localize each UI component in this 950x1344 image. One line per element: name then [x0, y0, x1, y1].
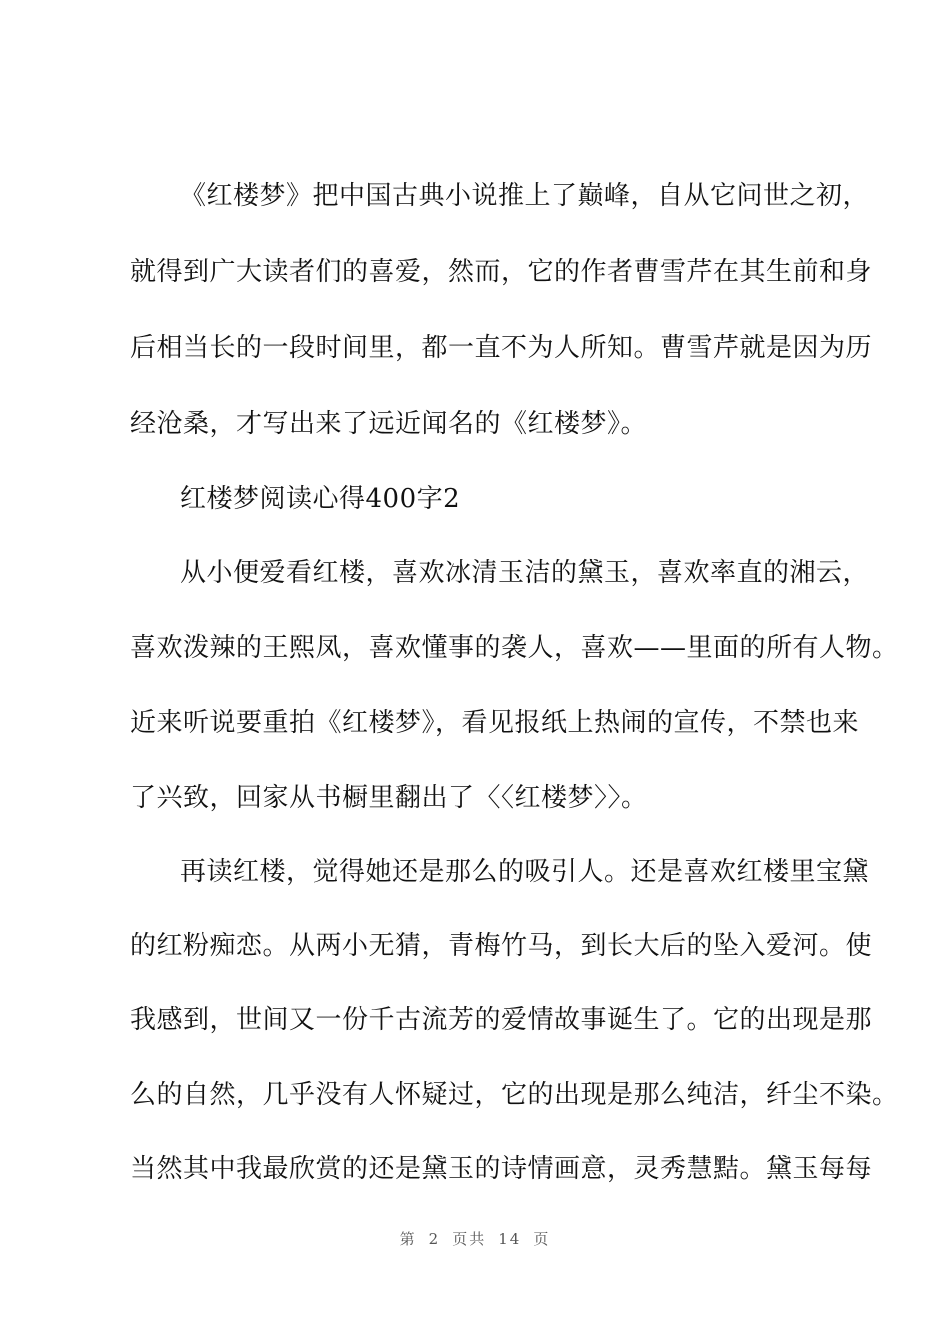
paragraph-2-line-2: 喜欢泼辣的王熙凤，喜欢懂事的袭人，喜欢——里面的所有人物。	[130, 633, 899, 663]
footer-label-di: 第	[399, 1230, 417, 1248]
section-heading: 红楼梦阅读心得400字2	[180, 484, 461, 514]
paragraph-1-line-3: 后相当长的一段时间里，都一直不为人所知。曹雪芹就是因为历	[130, 333, 873, 363]
footer-total-pages: 14	[498, 1230, 522, 1248]
paragraph-2-line-1: 从小便爱看红楼，喜欢冰清玉洁的黛玉，喜欢率直的湘云，	[180, 558, 870, 588]
paragraph-1-line-1: 《红楼梦》把中国古典小说推上了巅峰，自从它问世之初，	[180, 181, 870, 211]
footer-label-ye-gong: 页共	[452, 1230, 487, 1248]
paragraph-2-line-3: 近来听说要重拍《红楼梦》，看见报纸上热闹的宣传，不禁也来	[130, 708, 860, 738]
paragraph-1-line-4: 经沧桑，才写出来了远近闻名的《红楼梦》。	[130, 409, 648, 439]
paragraph-3-line-2: 的红粉痴恋。从两小无猜，青梅竹马，到长大后的坠入爱河。使	[130, 931, 873, 961]
footer-current-page: 2	[428, 1230, 441, 1248]
paragraph-2-line-4: 了兴致，回家从书橱里翻出了〈〈红楼梦〉〉。	[130, 783, 648, 813]
footer-label-ye: 页	[533, 1230, 551, 1248]
paragraph-1-line-2: 就得到广大读者们的喜爱，然而，它的作者曹雪芹在其生前和身	[130, 257, 873, 287]
paragraph-3-line-4: 么的自然，几乎没有人怀疑过，它的出现是那么纯洁，纤尘不染。	[130, 1080, 899, 1110]
paragraph-3-line-1: 再读红楼，觉得她还是那么的吸引人。还是喜欢红楼里宝黛	[180, 857, 870, 887]
page-footer	[0, 1228, 950, 1249]
paragraph-3-line-5: 当然其中我最欣赏的还是黛玉的诗情画意，灵秀慧黠。黛玉每每	[130, 1154, 873, 1184]
paragraph-3-line-3: 我感到，世间又一份千古流芳的爱情故事诞生了。它的出现是那	[130, 1005, 873, 1035]
